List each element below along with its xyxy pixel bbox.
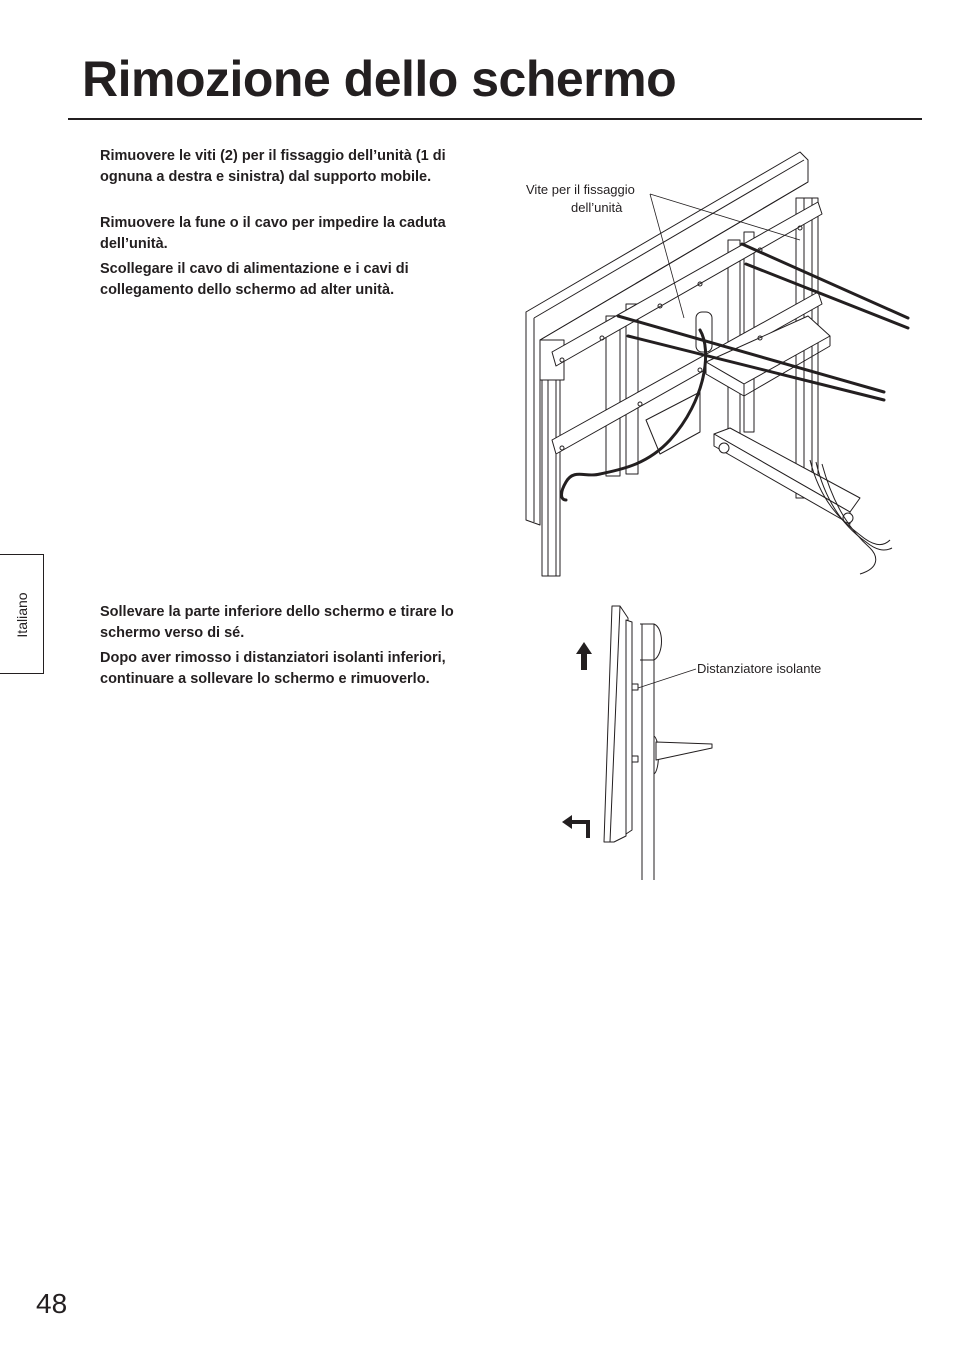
- page-title: Rimozione dello schermo: [82, 51, 677, 107]
- figure2-label-spacer: Distanziatore isolante: [697, 661, 822, 676]
- pull-toward-arrow-icon: [570, 822, 588, 838]
- instruction-lift-screen: Sollevare la parte inferiore dello schermo e tirare lo schermo verso di sé.: [100, 604, 454, 641]
- page-number: 48: [36, 1288, 68, 1319]
- instruction-remove-screws: Rimuovere le viti (2) per il fissaggio dell’unità (1 di ognuna a destra e sinistra) dal supporto mobile.: [100, 148, 446, 185]
- figure1-label-screws-line2: dell’unità: [571, 200, 623, 215]
- language-tab: [0, 554, 44, 674]
- instruction-disconnect-cables: Scollegare il cavo di alimentazione e i cavi di collegamento dello schermo ad alter unità.: [100, 261, 409, 298]
- instruction-remove-spacers: Dopo aver rimosso i distanziatori isolanti inferiori, continuare a sollevare lo schermo e rimuoverlo.: [100, 650, 446, 687]
- figure1-label-screws: Vite per il fissaggio: [526, 182, 635, 197]
- language-tab-label: Italiano: [14, 592, 30, 638]
- lift-up-arrow-icon: [576, 642, 592, 670]
- instruction-remove-rope: Rimuovere la fune o il cavo per impedire la caduta dell’unità.: [100, 215, 446, 252]
